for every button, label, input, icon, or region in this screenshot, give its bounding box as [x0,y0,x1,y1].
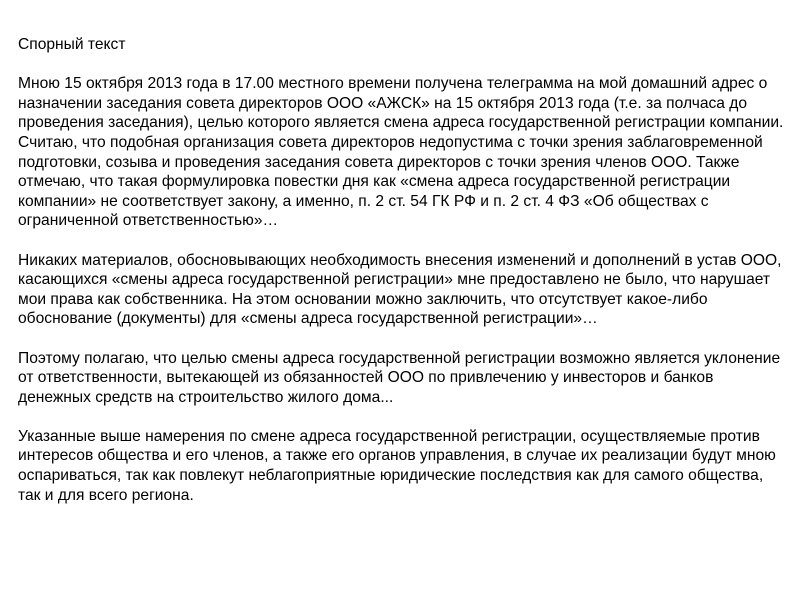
paragraph-materials: Никаких материалов, обосновывающих необходимость внесения изменений и дополнений в устав ООО, касающихся «смены адреса государственной регистрации» мне предоставлено не было, что нарушает мои права как собственника. На этом основании можно заключить, что отсутствует какое-либо обоснование (документы) для «смены адреса государственной регистрации»… [18,251,782,328]
paragraph-telegram: Мною 15 октября 2013 года в 17.00 местного времени получена телеграмма на мой домашний адрес о назначении заседания совета директоров ООО «АЖСК» на 15 октября 2013 года (т.е. за полчаса до проведения заседания), целью которого является смена адреса государственной регистрации компании. Считаю, что подобная организация совета директоров недопустима с точки зрения заблаговременной подготовки, созыва и проведения заседания совета директоров с точки зрения членов ООО. Также отмечаю, что такая формулировка повестки дня как «смена адреса государственной регистрации компании» не соответствует закону, а именно, п. 2 ст. 54 ГК РФ и п. 2 ст. 4 ФЗ «Об обществах с ограниченной ответственностью»… [18,75,784,230]
document-title: Спорный текст [18,36,126,53]
paragraph-consequences: Указанные выше намерения по смене адреса государственной регистрации, осуществляемые против интересов общества и его членов, а также его органов управления, в случае их реализации будут мною оспариваться, так как повлекут неблагоприятные юридические последствия как для самого общества, так и для всего региона. [18,427,776,504]
document-body [18,35,786,505]
paragraph-purpose: Поэтому полагаю, что целью смены адреса государственной регистрации возможно является уклонение от ответственности, вытекающей из обязанностей ООО по привлечению у инвесторов и банков денежных средств на строительство жилого дома... [18,349,781,406]
